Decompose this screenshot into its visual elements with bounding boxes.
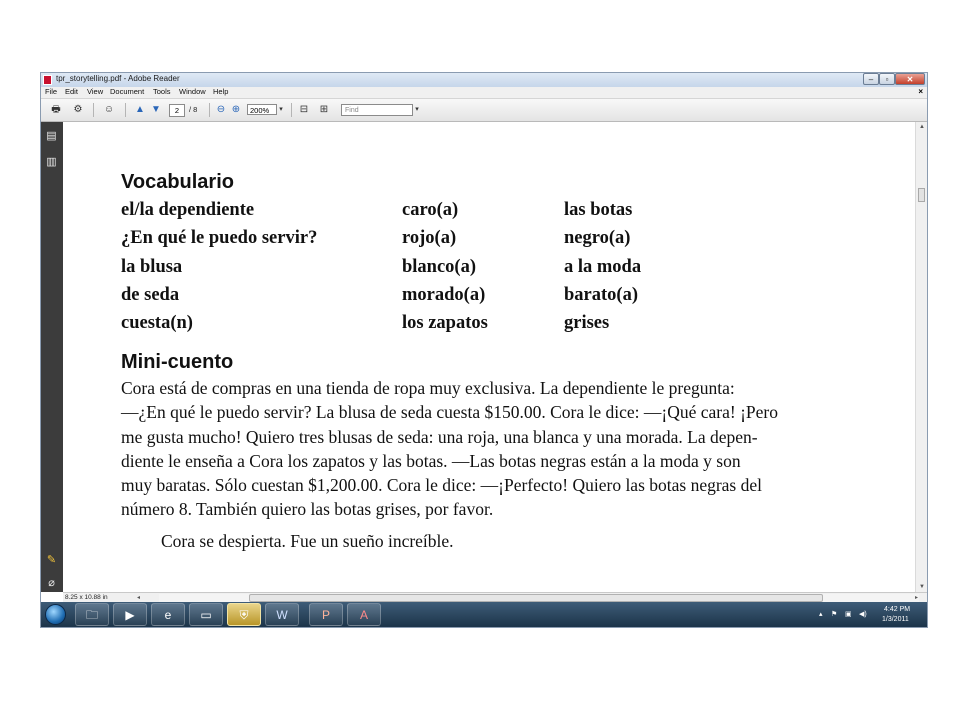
- action-center-icon[interactable]: ⚑: [831, 611, 838, 618]
- horizontal-scrollbar[interactable]: [159, 594, 919, 602]
- taskbar: [41, 602, 927, 627]
- story-line: muy baratas. Sólo cuestan $1,200.00. Cora le dice: —¡Perfecto! Quiero las botas negras del: [121, 475, 762, 496]
- vocab-term: blanco(a): [402, 257, 476, 277]
- vocab-term: la blusa: [121, 257, 183, 277]
- find-dropdown-icon[interactable]: ▾: [415, 106, 419, 113]
- scroll-up-icon[interactable]: ▲: [919, 124, 925, 130]
- menu-tools[interactable]: Tools: [153, 87, 171, 96]
- horizontal-scroll-thumb[interactable]: [249, 594, 823, 602]
- zoom-in-icon[interactable]: ⊕: [231, 104, 241, 115]
- menu-edit[interactable]: Edit: [65, 87, 78, 96]
- document-close-button[interactable]: ×: [918, 87, 923, 96]
- story-line: Cora está de compras en una tienda de ropa muy exclusiva. La dependiente le pregunta:: [121, 378, 735, 398]
- vocab-term: las botas: [564, 200, 633, 220]
- next-page-icon[interactable]: ▼: [151, 104, 161, 115]
- toolbar: [41, 99, 927, 122]
- vocab-term: a la moda: [564, 257, 642, 277]
- menu-help[interactable]: Help: [213, 87, 229, 96]
- story-line: —¿En qué le puedo servir? La blusa de seda cuesta $150.00. Cora le dice: —¡Qué cara! ¡Pero: [121, 402, 778, 423]
- internet-explorer-taskbar-icon[interactable]: e: [151, 603, 185, 626]
- zoom-level-input[interactable]: 200%: [247, 104, 277, 115]
- bookmarks-icon[interactable]: ▥: [46, 156, 57, 168]
- toolbar-separator: [93, 103, 94, 117]
- vocab-term: el/la dependiente: [121, 200, 255, 220]
- fit-width-icon[interactable]: ⊟: [299, 104, 309, 115]
- toolbar-separator: [209, 103, 210, 117]
- vocab-term: cuesta(n): [121, 313, 193, 333]
- menu-file[interactable]: File: [45, 87, 58, 96]
- vocab-term: rojo(a): [402, 228, 457, 248]
- story-line: número 8. También quiero las botas grises, por favor.: [121, 499, 494, 520]
- vertical-scrollbar[interactable]: [915, 122, 927, 592]
- vertical-scroll-thumb[interactable]: [918, 188, 925, 202]
- start-button[interactable]: [45, 604, 66, 625]
- maximize-button[interactable]: ▫: [879, 73, 895, 85]
- close-button[interactable]: ✕: [895, 73, 925, 85]
- menu-bar: [41, 87, 927, 99]
- adobe-reader-window: [40, 72, 928, 628]
- vocab-term: de seda: [121, 285, 180, 305]
- share-icon[interactable]: ⚙: [73, 104, 83, 115]
- word-taskbar-icon[interactable]: W: [265, 603, 299, 626]
- clock-date[interactable]: 1/3/2011: [882, 616, 909, 623]
- story-paragraph: [121, 376, 901, 522]
- collaborate-icon[interactable]: ☺: [103, 104, 115, 115]
- window-title: tpr_storytelling.pdf - Adobe Reader: [56, 74, 180, 83]
- zoom-dropdown-icon[interactable]: ▾: [279, 106, 283, 113]
- scroll-right-icon[interactable]: ▸: [915, 595, 919, 601]
- volume-icon[interactable]: ◀): [859, 611, 867, 618]
- vocab-term: grises: [564, 313, 610, 333]
- story-heading: Mini-cuento: [121, 351, 234, 373]
- pages-icon[interactable]: ▤: [46, 130, 57, 142]
- adobe-reader-taskbar-icon[interactable]: A: [347, 603, 381, 626]
- vocab-heading: Vocabulario: [121, 171, 234, 193]
- vocab-term: los zapatos: [402, 313, 488, 333]
- fit-page-icon[interactable]: ⊞: [319, 104, 329, 115]
- vocab-term: morado(a): [402, 285, 486, 305]
- zoom-out-icon[interactable]: ⊖: [216, 104, 226, 115]
- vocab-term: barato(a): [564, 285, 638, 305]
- folder-taskbar-icon[interactable]: ▭: [189, 603, 223, 626]
- previous-page-icon[interactable]: ▲: [135, 104, 145, 115]
- comments-icon[interactable]: ✎: [46, 554, 57, 566]
- security-taskbar-icon[interactable]: ⛨: [227, 603, 261, 626]
- navigation-panel: [41, 122, 63, 592]
- vocab-term: negro(a): [564, 228, 631, 248]
- toolbar-separator: [125, 103, 126, 117]
- story-line: me gusta mucho! Quiero tres blusas de seda: una roja, una blanca y una morada. La depen-: [121, 426, 758, 447]
- menu-document[interactable]: Document: [110, 87, 145, 96]
- powerpoint-taskbar-icon[interactable]: P: [309, 603, 343, 626]
- media-player-taskbar-icon[interactable]: ▶: [113, 603, 147, 626]
- story-ending: Cora se despierta. Fue un sueño increíble.: [161, 531, 454, 551]
- clock-time[interactable]: 4:42 PM: [884, 606, 911, 613]
- page-total: / 8: [189, 105, 198, 114]
- page-number-input[interactable]: 2: [169, 104, 185, 117]
- print-icon[interactable]: 🖶: [51, 104, 61, 115]
- story-line: diente le enseña a Cora los zapatos y las botas. —Las botas negras están a la moda y son: [121, 450, 741, 471]
- find-input[interactable]: Find: [341, 104, 413, 116]
- vocab-term: caro(a): [402, 200, 459, 220]
- vocab-term: ¿En qué le puedo servir?: [121, 228, 318, 248]
- scroll-left-icon[interactable]: ◂: [137, 595, 141, 601]
- adobe-reader-icon: [43, 75, 52, 85]
- tray-expand-icon[interactable]: ▴: [819, 611, 823, 618]
- minimize-button[interactable]: –: [863, 73, 879, 85]
- explorer-taskbar-icon[interactable]: 🗀: [75, 603, 109, 626]
- title-bar: [41, 73, 927, 87]
- toolbar-separator: [291, 103, 292, 117]
- menu-view[interactable]: View: [87, 87, 104, 96]
- menu-window[interactable]: Window: [179, 87, 206, 96]
- scroll-down-icon[interactable]: ▼: [919, 584, 925, 590]
- network-icon[interactable]: ▣: [845, 611, 852, 618]
- attachments-icon[interactable]: ⌀: [48, 577, 55, 589]
- document-view: [63, 122, 915, 592]
- page-size-label: 8.25 x 10.88 in: [65, 594, 108, 601]
